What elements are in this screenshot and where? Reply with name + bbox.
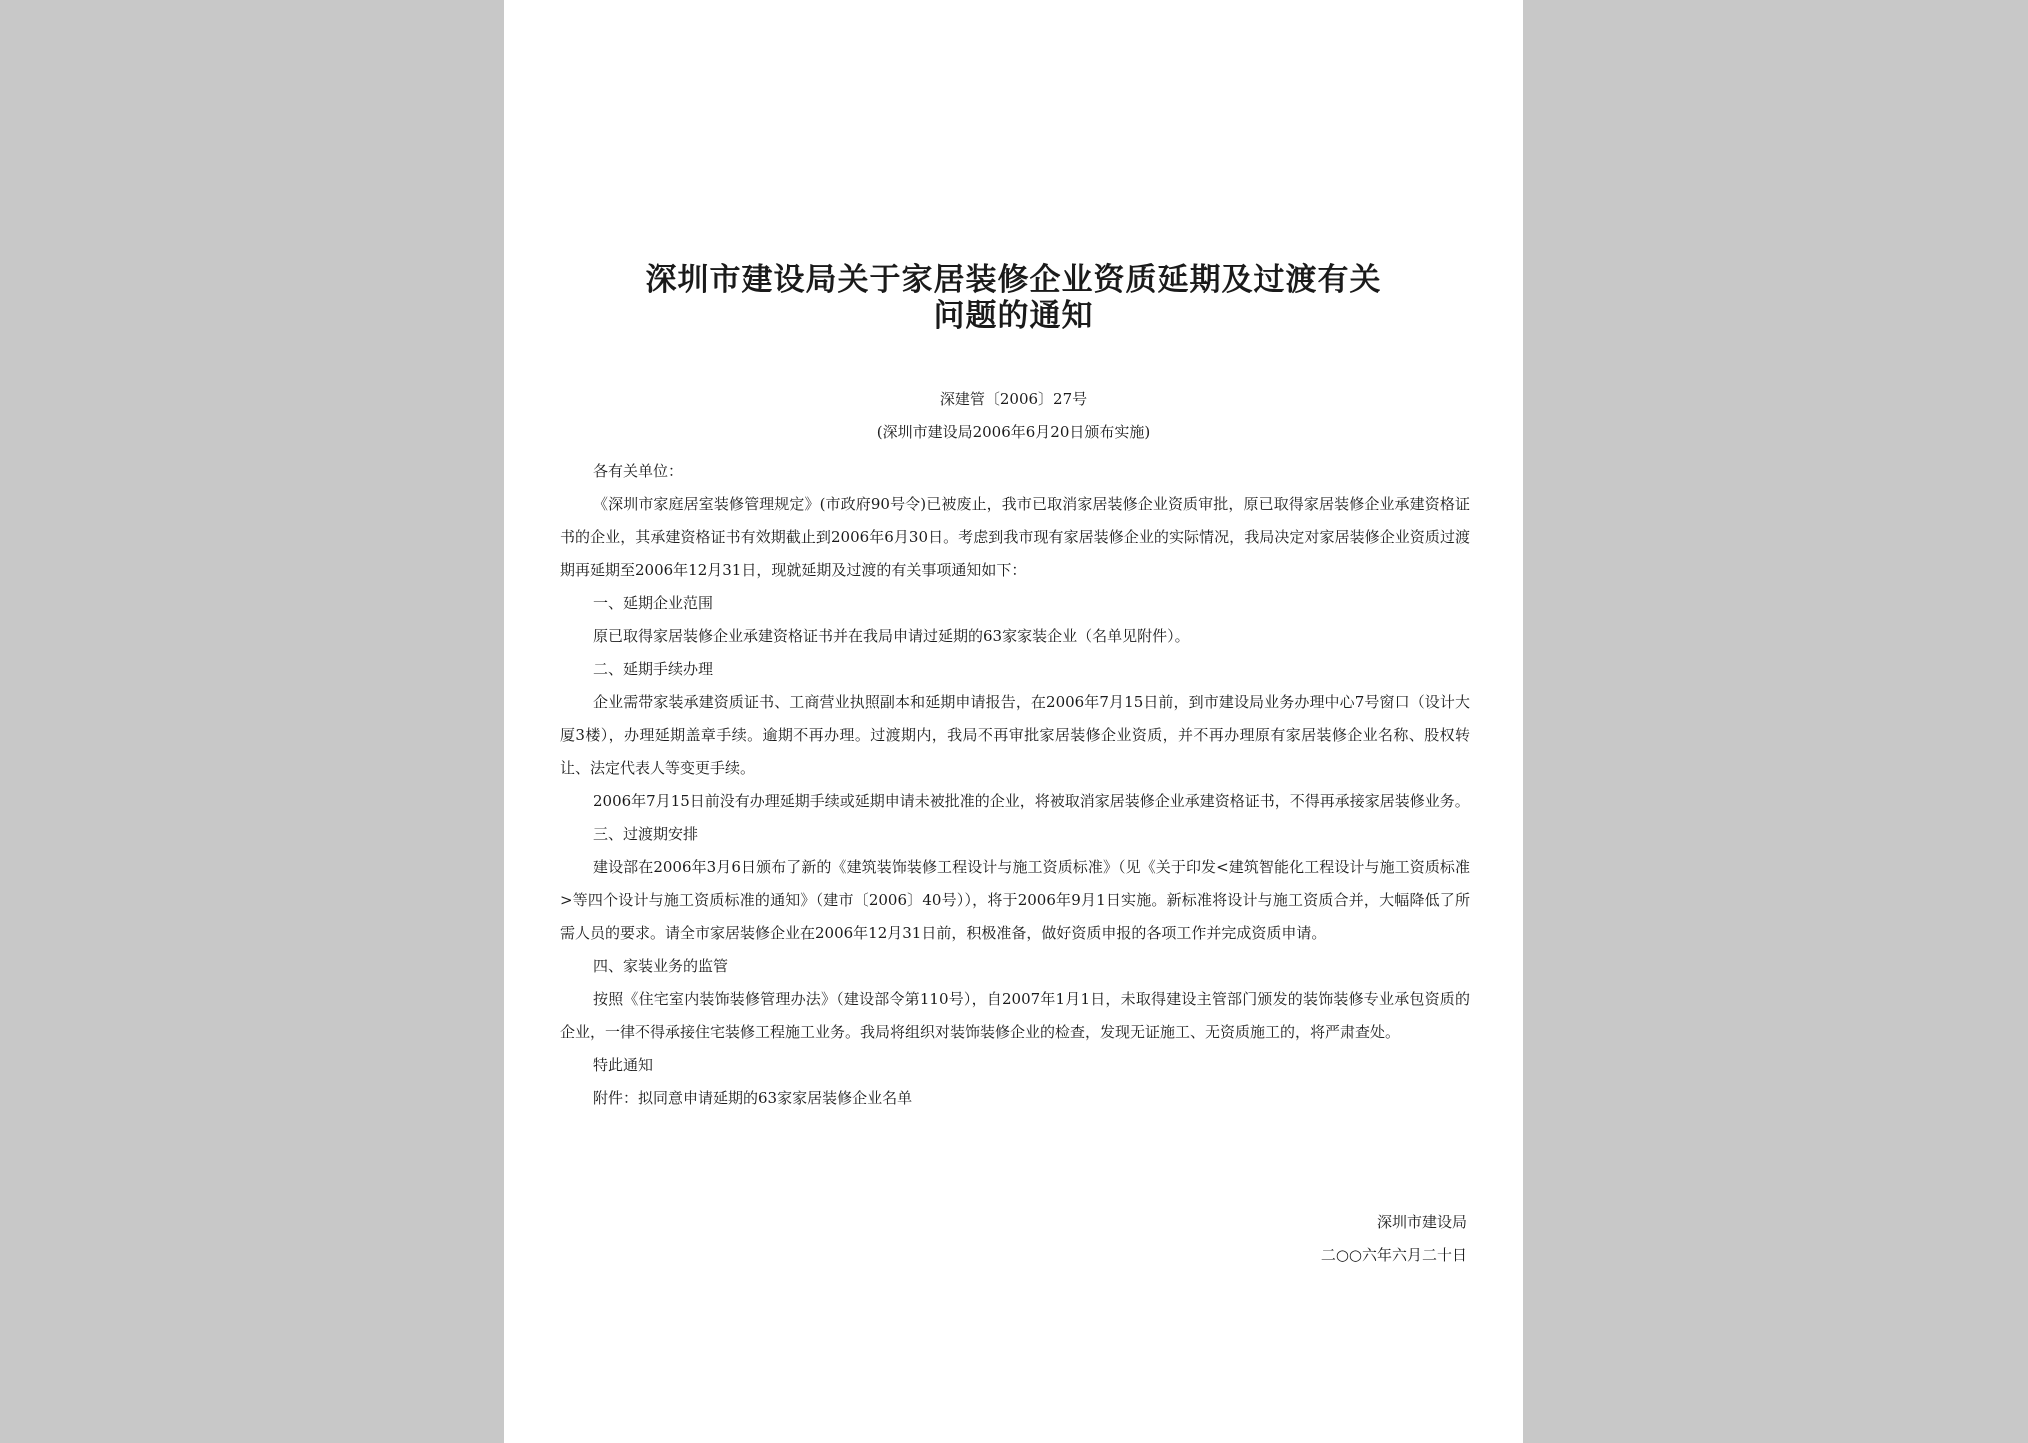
closing-line: 特此通知: [593, 1056, 654, 1074]
section-4-text: 按照《住宅室内装饰装修管理办法》（建设部令第110号），自2007年1月1日，未取得建设主管部门颁发的装饰装修专业承包资质的企业，一律不得承接住宅装修工程施工业务。我局将组织对装饰装修企业的检查，发现无证施工、无资质施工的，将严肃查处。: [560, 990, 1470, 1041]
title-line-2: 问题的通知: [933, 298, 1094, 334]
section-1-text: 原已取得家居装修企业承建资格证书并在我局申请过延期的63家家装企业（名单见附件）。: [593, 627, 1190, 645]
section-2-heading: 二、延期手续办理: [593, 660, 714, 678]
section-1-heading: 一、延期企业范围: [593, 594, 714, 612]
attachment-line: 附件：拟同意申请延期的63家家居装修企业名单: [593, 1089, 913, 1107]
section-2-text-1: 企业需带家装承建资质证书、工商营业执照副本和延期申请报告，在2006年7月15日前，到市建设局业务办理中心7号窗口（设计大厦3楼），办理延期盖章手续。逾期不再办理。过渡期内，我局不再审批家居装修企业资质，并不再办理原有家居装修企业名称、股权转让、法定代表人等变更手续。: [560, 693, 1470, 777]
document-page: [504, 0, 1523, 1443]
document-number: 深建管〔2006〕27号: [939, 390, 1088, 408]
section-2-text-2: 2006年7月15日前没有办理延期手续或延期申请未被批准的企业，将被取消家居装修企业承建资格证书，不得再承接家居装修业务。: [593, 792, 1470, 810]
issued-note: (深圳市建设局2006年6月20日颁布实施): [876, 423, 1151, 441]
document-title: [564, 262, 1463, 334]
section-4-heading: 四、家装业务的监管: [593, 957, 729, 975]
document-body: [560, 455, 1470, 1115]
section-3-heading: 三、过渡期安排: [593, 825, 699, 843]
title-line-1: 深圳市建设局关于家居装修企业资质延期及过渡有关: [645, 262, 1382, 298]
intro-paragraph: 《深圳市家庭居室装修管理规定》(市政府90号令)已被废止，我市已取消家居装修企业资质审批，原已取得家居装修企业承建资格证书的企业，其承建资格证书有效期截止到2006年6月30日。考虑到我市现有家居装修企业的实际情况，我局决定对家居装修企业资质过渡期再延期至2006年12月31日，现就延期及过渡的有关事项通知如下：: [560, 495, 1470, 579]
signature-date: 二○○六年六月二十日: [1320, 1246, 1467, 1264]
salutation: 各有关单位：: [593, 462, 684, 480]
signature-org: 深圳市建设局: [1376, 1213, 1467, 1231]
section-3-text: 建设部在2006年3月6日颁布了新的《建筑装饰装修工程设计与施工资质标准》（见《关于印发<建筑智能化工程设计与施工资质标准>等四个设计与施工资质标准的通知》（建市〔2006〕40号）），将于2006年9月1日实施。新标准将设计与施工资质合并，大幅降低了所需人员的要求。请全市家居装修企业在2006年12月31日前，积极准备，做好资质申报的各项工作并完成资质申请。: [560, 858, 1470, 942]
